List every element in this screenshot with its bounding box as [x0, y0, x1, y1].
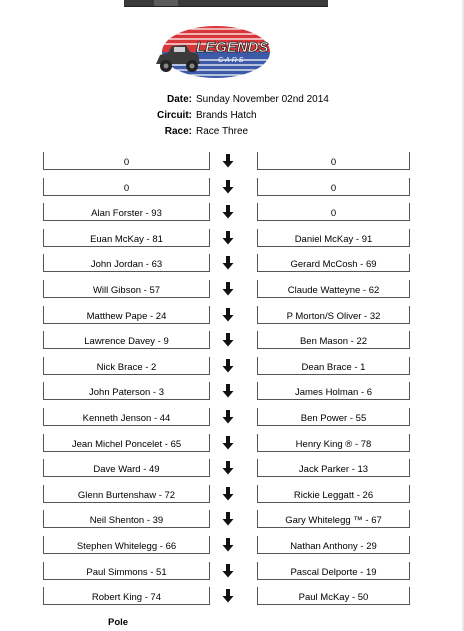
driver-label: Daniel McKay - 91: [294, 233, 373, 245]
grid-row: [43, 152, 413, 178]
arrow-down-icon: [221, 409, 235, 425]
toolbar-strip: [124, 0, 328, 7]
grid-slot-right: [257, 357, 410, 375]
grid-slot-left: [43, 203, 210, 221]
grid-row: [43, 510, 413, 536]
grid-slot-right: [257, 331, 410, 349]
grid-slot-left: [43, 152, 210, 170]
arrow-down-icon: [221, 281, 235, 297]
grid-slot-left: [43, 485, 210, 503]
toolbar-segment: [154, 0, 178, 6]
arrow-down-icon: [221, 358, 235, 374]
grid-row: [43, 459, 413, 485]
grid-slot-left: [43, 229, 210, 247]
driver-label: 0: [123, 182, 130, 194]
driver-label: Dean Brace - 1: [301, 361, 366, 373]
grid-slot-right: [257, 408, 410, 426]
grid-slot-left: [43, 536, 210, 554]
driver-label: Ben Mason - 22: [299, 336, 368, 348]
info-row: [120, 124, 420, 140]
arrow-down-icon: [221, 383, 235, 399]
grid-row: [43, 562, 413, 588]
grid-slot-right: [257, 459, 410, 477]
grid-slot-left: [43, 254, 210, 272]
grid-row: [43, 203, 413, 229]
grid-slot-right: [257, 306, 410, 324]
arrow-down-icon: [221, 435, 235, 451]
info-value: Sunday November 02nd 2014: [196, 94, 329, 105]
grid-slot-right: [257, 178, 410, 196]
info-row: [120, 92, 420, 108]
arrow-down-icon: [221, 307, 235, 323]
grid-slot-left: [43, 459, 210, 477]
driver-label: Glenn Burtenshaw - 72: [77, 489, 176, 501]
driver-label: Nick Brace - 2: [96, 361, 157, 373]
driver-label: Ben Power - 55: [300, 412, 367, 424]
logo-subtext: CARS: [218, 57, 246, 64]
grid-slot-left: [43, 280, 210, 298]
driver-label: Kenneth Jenson - 44: [82, 412, 171, 424]
grid-slot-left: [43, 510, 210, 528]
info-label: Date:: [166, 94, 192, 105]
grid-slot-left: [43, 434, 210, 452]
grid-row: [43, 408, 413, 434]
info-row: [120, 108, 420, 124]
grid-slot-left: [43, 382, 210, 400]
grid-row: [43, 306, 413, 332]
grid-row: [43, 357, 413, 383]
driver-label: Paul Simmons - 51: [86, 566, 167, 578]
driver-label: Matthew Pape - 24: [86, 310, 167, 322]
driver-label: Pascal Delporte - 19: [290, 566, 377, 578]
arrow-down-icon: [221, 511, 235, 527]
arrow-down-icon: [221, 153, 235, 169]
grid-slot-right: [257, 152, 410, 170]
driver-label: Henry King ® - 78: [295, 438, 372, 450]
driver-label: Alan Forster - 93: [91, 208, 162, 220]
driver-label: Will Gibson - 57: [92, 284, 161, 296]
driver-label: Robert King - 74: [91, 592, 162, 604]
grid-slot-right: [257, 485, 410, 503]
driver-label: 0: [330, 208, 337, 220]
arrow-down-icon: [221, 486, 235, 502]
grid-slot-right: [257, 280, 410, 298]
grid-slot-right: [257, 536, 410, 554]
driver-label: Jack Parker - 13: [298, 464, 369, 476]
grid-slot-right: [257, 203, 410, 221]
driver-label: Nathan Anthony - 29: [290, 540, 377, 552]
grid-slot-left: [43, 331, 210, 349]
grid-slot-left: [43, 408, 210, 426]
grid-row: [43, 331, 413, 357]
grid-row: [43, 254, 413, 280]
driver-label: Claude Watteyne - 62: [287, 284, 380, 296]
info-value: Race Three: [196, 126, 249, 137]
grid-slot-left: [43, 357, 210, 375]
arrow-down-icon: [221, 460, 235, 476]
driver-label: Stephen Whitelegg - 66: [76, 540, 177, 552]
grid-slot-left: [43, 178, 210, 196]
driver-label: Gerard McCosh - 69: [290, 259, 377, 271]
pole-label: Pole: [108, 617, 129, 628]
grid-row: [43, 434, 413, 460]
driver-label: Gary Whitelegg ™ - 67: [285, 515, 382, 527]
grid-row: [43, 536, 413, 562]
legends-cars-logo: [154, 24, 274, 80]
grid-slot-left: [43, 562, 210, 580]
driver-label: James Holman - 6: [294, 387, 373, 399]
arrow-down-icon: [221, 204, 235, 220]
driver-label: 0: [123, 157, 130, 168]
grid-slot-right: [257, 434, 410, 452]
grid-row: [43, 229, 413, 255]
arrow-down-icon: [221, 255, 235, 271]
info-label: Circuit:: [157, 110, 192, 121]
grid-slot-right: [257, 510, 410, 528]
driver-label: Neil Shenton - 39: [89, 515, 164, 527]
driver-label: 0: [330, 157, 337, 168]
arrow-down-icon: [221, 179, 235, 195]
grid-slot-right: [257, 254, 410, 272]
driver-label: 0: [330, 182, 337, 194]
arrow-down-icon: [221, 230, 235, 246]
logo-text: LEGENDS: [196, 39, 269, 56]
grid-slot-left: [43, 587, 210, 605]
grid-slot-right: [257, 229, 410, 247]
info-label: Race:: [164, 126, 192, 137]
starting-grid: [43, 152, 413, 613]
driver-label: P Morton/S Oliver - 32: [286, 310, 381, 322]
driver-label: Jean Michel Poncelet - 65: [71, 438, 182, 450]
grid-row: [43, 485, 413, 511]
arrow-down-icon: [221, 588, 235, 604]
driver-label: Rickie Leggatt - 26: [293, 489, 374, 501]
grid-slot-right: [257, 587, 410, 605]
driver-label: Dave Ward - 49: [93, 464, 160, 476]
driver-label: John Paterson - 3: [89, 387, 164, 399]
driver-label: John Jordan - 63: [90, 259, 163, 271]
grid-row: [43, 280, 413, 306]
grid-slot-left: [43, 306, 210, 324]
grid-slot-right: [257, 382, 410, 400]
grid-row: [43, 178, 413, 204]
grid-slot-right: [257, 562, 410, 580]
driver-label: Paul McKay - 50: [298, 592, 369, 604]
arrow-down-icon: [221, 537, 235, 553]
driver-label: Euan McKay - 81: [90, 233, 163, 245]
arrow-down-icon: [221, 332, 235, 348]
race-info: [120, 92, 420, 140]
top-toolbar: [0, 0, 464, 8]
arrow-down-icon: [221, 563, 235, 579]
info-value: Brands Hatch: [196, 110, 257, 121]
driver-label: Lawrence Davey - 9: [84, 336, 169, 348]
grid-row: [43, 382, 413, 408]
grid-row: [43, 587, 413, 613]
